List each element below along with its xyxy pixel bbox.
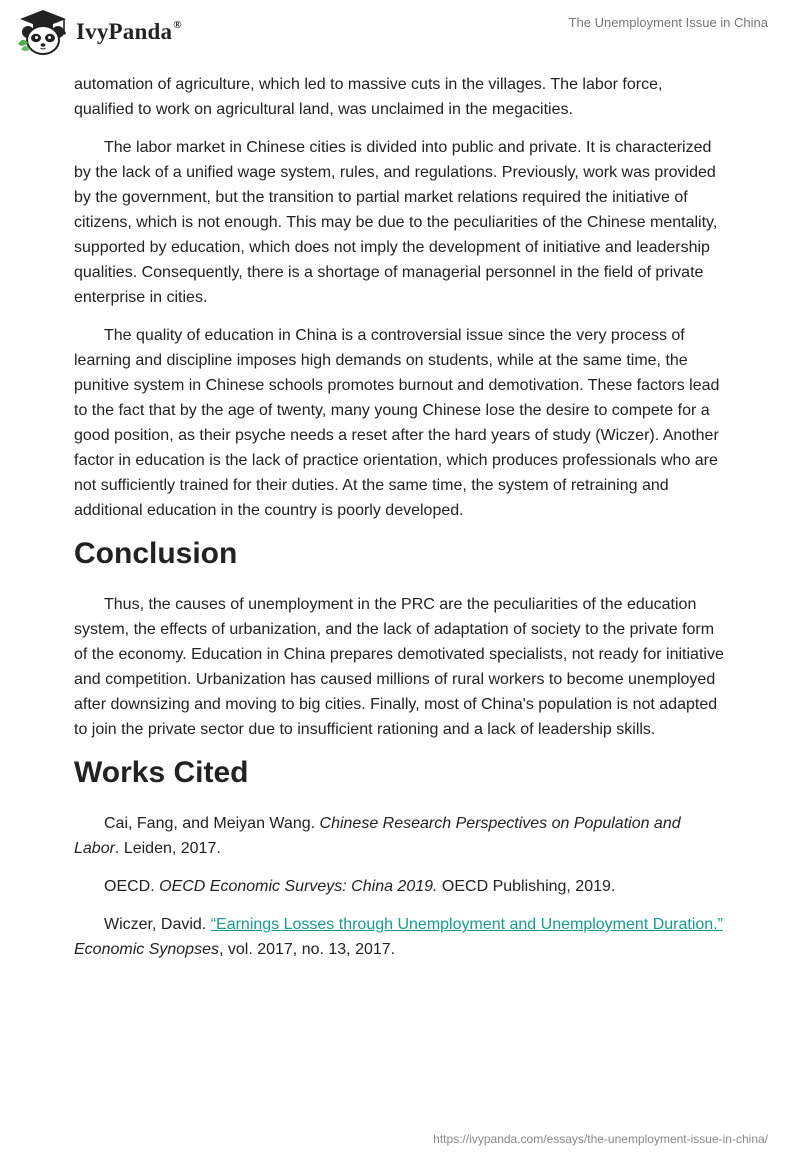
page-header [0, 0, 800, 70]
document-title: The Unemployment Issue in China [568, 15, 768, 30]
citation-item: Wiczer, David. “Earnings Losses through Unemployment and Unemployment Duration.” Economic Synopses, vol. 2017, no. 13, 2017. [74, 916, 723, 958]
source-url[interactable]: https://ivypanda.com/essays/the-unemployment-issue-in-china/ [433, 1132, 768, 1146]
paragraph-continuation: automation of agriculture, which led to massive cuts in the villages. The labor force, qualified to work on agricultural land, was unclaimed in the megacities. [74, 76, 663, 118]
citation-item: OECD. OECD Economic Surveys: China 2019. OECD Publishing, 2019. [104, 878, 616, 895]
paragraph-conclusion: Thus, the causes of unemployment in the PRC are the peculiarities of the education system, the effects of urbanization, and the lack of adaptation of society to the private form of the economy. Education in China prepares demotivated specialists, not ready for initiative and competition. Urbanization has caused millions of rural workers to become unemployed after downsizing and moving to big cities. Finally, most of China's population is not adapted to join the private sector due to insufficient rationing and a lack of leadership skills. [74, 596, 724, 738]
conclusion-heading: Conclusion [74, 537, 238, 570]
panda-graduate-icon [14, 8, 72, 56]
works-cited-heading: Works Cited [74, 756, 249, 789]
paragraph-education: The quality of education in China is a controversial issue since the very process of learning and discipline imposes high demands on students, while at the same time, the punitive system in Chinese schools promotes burnout and demotivation. These factors lead to the fact that by the age of twenty, many young Chinese lose the desire to compete for a good position, as their psyche needs a reset after the hard years of study (Wiczer). Another factor in education is the lack of practice orientation, which produces professionals who are not sufficiently trained for their duties. At the same time, the system of retraining and additional education in the country is poorly developed. [74, 327, 720, 519]
essay-content [74, 72, 724, 975]
paragraph-labor-market: The labor market in Chinese cities is divided into public and private. It is characterized by the lack of a unified wage system, rules, and regulations. Previously, work was provided by the government, but the transition to partial market relations required the initiative of citizens, which is not enough. This may be due to the peculiarities of the Chinese mentality, supported by education, which does not imply the development of initiative and leadership qualities. Consequently, there is a shortage of managerial personnel in the field of private enterprise in cities. [74, 139, 718, 306]
citation-item: Cai, Fang, and Meiyan Wang. Chinese Research Perspectives on Population and Labor. Leiden, 2017. [74, 815, 681, 857]
ivypanda-logo[interactable] [14, 8, 182, 56]
brand-name: IvyPanda® [76, 19, 182, 44]
citation-link[interactable]: “Earnings Losses through Unemployment and Unemployment Duration.” [210, 916, 723, 933]
